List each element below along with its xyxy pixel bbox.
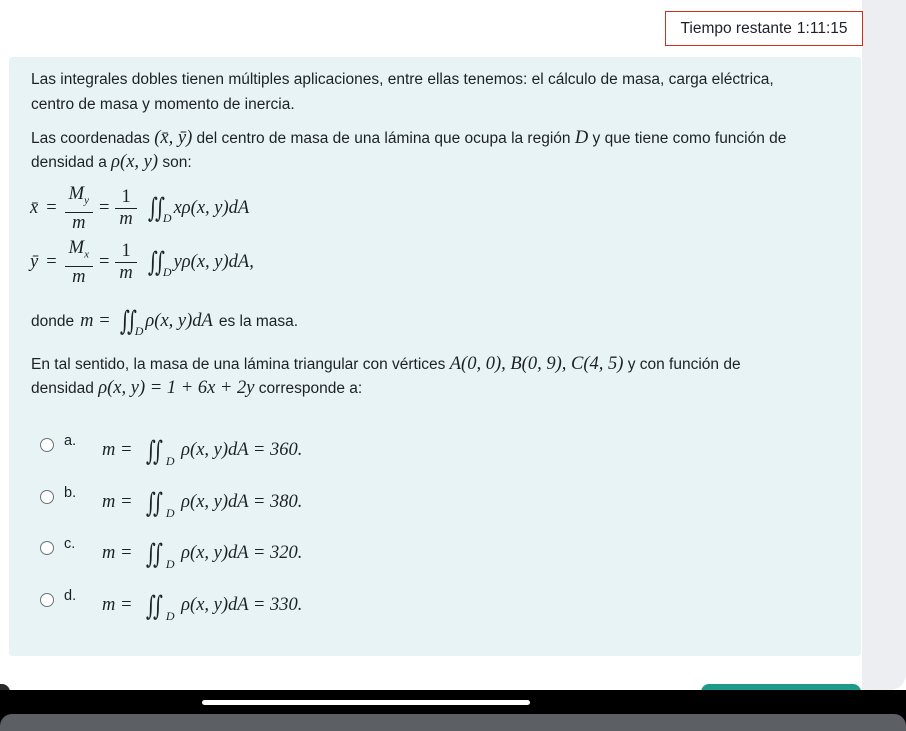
option-d-math	[102, 591, 302, 622]
answer-option-d[interactable]	[40, 588, 302, 622]
intro-line-1: Las integrales dobles tienen múltiples aplicaciones, entre ellas tenemos: el cálculo de masa, carga eléctrica,	[31, 71, 774, 88]
home-indicator[interactable]	[202, 700, 530, 705]
p2-coords-math: (x̄, ȳ)	[154, 128, 193, 148]
option-d-rhs: ρ(x, y)dA = 330.	[181, 595, 303, 615]
ybar-eq-sign-2: =	[98, 252, 110, 273]
right-side-panel	[862, 0, 906, 690]
center-of-mass-line-1	[31, 126, 786, 151]
xbar-eq-sign: =	[46, 198, 57, 219]
xbar-fraction-my	[65, 184, 93, 234]
option-b-region: D	[165, 506, 175, 520]
system-bottom-strip	[0, 714, 906, 731]
ybar-num: M	[68, 238, 85, 258]
p2-text-a: Las coordenadas	[31, 130, 150, 147]
p2-text-b: del centro de masa de una lámina que ocupa la región	[196, 130, 571, 147]
system-bottom-bar	[0, 690, 906, 731]
xbar-integrand: xρ(x, y)dA	[173, 198, 250, 219]
p4-density-math: ρ(x, y) = 1 + 6x + 2y	[98, 378, 255, 398]
p4-text-b: y con función de	[627, 356, 741, 373]
ybar-eq-sign: =	[46, 252, 57, 273]
option-a-rhs: ρ(x, y)dA = 360.	[181, 440, 303, 460]
time-remaining-value: 1:11:15	[796, 19, 848, 37]
ybar-fraction-mx	[65, 238, 93, 288]
xbar-equation	[30, 184, 249, 234]
option-d-region: D	[165, 609, 175, 623]
option-c-math	[102, 539, 302, 570]
ybar-region: D	[162, 265, 172, 280]
option-b-letter: b.	[64, 485, 77, 501]
option-c-integral: ∫∫	[146, 539, 161, 570]
option-b-math	[102, 488, 302, 519]
time-remaining-box	[665, 11, 863, 46]
xbar-integral-sign: ∫∫	[147, 193, 162, 225]
option-a-letter: a.	[64, 433, 77, 449]
xbar-den: m	[72, 212, 86, 233]
xbar-den-2: m	[119, 209, 133, 230]
p2-text-c: y que tiene como función de	[592, 130, 787, 147]
p4-text-c: densidad	[31, 380, 94, 397]
option-d-letter: d.	[64, 588, 77, 604]
xbar-one: 1	[115, 187, 136, 209]
ybar-integrand: yρ(x, y)dA,	[173, 252, 254, 273]
option-d-integral: ∫∫	[146, 591, 161, 622]
option-a-math	[102, 436, 302, 467]
option-b-integral: ∫∫	[146, 488, 161, 519]
option-b-rhs: ρ(x, y)dA = 380.	[181, 492, 303, 512]
mass-text-a: donde	[31, 312, 75, 330]
xbar-lhs: x̄	[30, 198, 39, 219]
intro-line-2: centro de masa y momento de inercia.	[31, 96, 295, 113]
xbar-fraction-one	[115, 187, 136, 230]
radio-option-a[interactable]	[40, 438, 54, 452]
option-c-region: D	[165, 557, 175, 571]
p4-vertices-math: A(0, 0), B(0, 9), C(4, 5)	[449, 354, 624, 374]
radio-option-d[interactable]	[40, 593, 54, 607]
mass-region: D	[134, 324, 144, 338]
center-of-mass-line-2	[31, 150, 192, 175]
option-c-letter: c.	[64, 536, 76, 552]
option-c-rhs: ρ(x, y)dA = 320.	[181, 543, 303, 563]
problem-line-1	[31, 352, 741, 377]
p2-rho-math: ρ(x, y)	[111, 152, 159, 172]
ybar-integral-sign: ∫∫	[147, 247, 162, 279]
problem-line-2	[31, 376, 362, 401]
xbar-region: D	[162, 211, 172, 226]
ybar-lhs: ȳ	[30, 252, 39, 273]
option-a-lhs: m =	[102, 440, 133, 460]
option-d-lhs: m =	[102, 595, 133, 615]
xbar-num-sub: y	[84, 194, 89, 207]
answer-option-c[interactable]	[40, 536, 302, 570]
answer-option-a[interactable]	[40, 433, 302, 467]
p2-region-math: D	[574, 128, 589, 148]
option-a-integral: ∫∫	[146, 436, 161, 467]
mass-m-eq: m =	[80, 311, 111, 331]
p4-text-d: corresponde a:	[258, 380, 363, 397]
option-c-lhs: m =	[102, 543, 133, 563]
radio-option-b[interactable]	[40, 490, 54, 504]
option-b-lhs: m =	[102, 492, 133, 512]
option-a-region: D	[165, 454, 175, 468]
time-remaining-label: Tiempo restante	[680, 19, 792, 37]
ybar-num-sub: x	[84, 248, 89, 261]
mass-text-b: es la masa.	[218, 312, 299, 330]
p2-text-e: son:	[162, 154, 192, 171]
ybar-den-2: m	[119, 263, 133, 284]
radio-option-c[interactable]	[40, 541, 54, 555]
xbar-eq-sign-2: =	[98, 198, 110, 219]
xbar-num: M	[68, 184, 85, 204]
p4-text-a: En tal sentido, la masa de una lámina triangular con vértices	[31, 356, 446, 373]
p2-text-d: densidad a	[31, 154, 107, 171]
mass-integral-sign: ∫∫	[119, 306, 134, 337]
ybar-fraction-one	[115, 241, 136, 284]
mass-integrand: ρ(x, y)dA	[145, 311, 213, 331]
ybar-one: 1	[115, 241, 136, 263]
ybar-den: m	[72, 266, 86, 287]
ybar-equation	[30, 238, 254, 288]
mass-definition-line	[31, 306, 298, 337]
answer-option-b[interactable]	[40, 485, 302, 519]
